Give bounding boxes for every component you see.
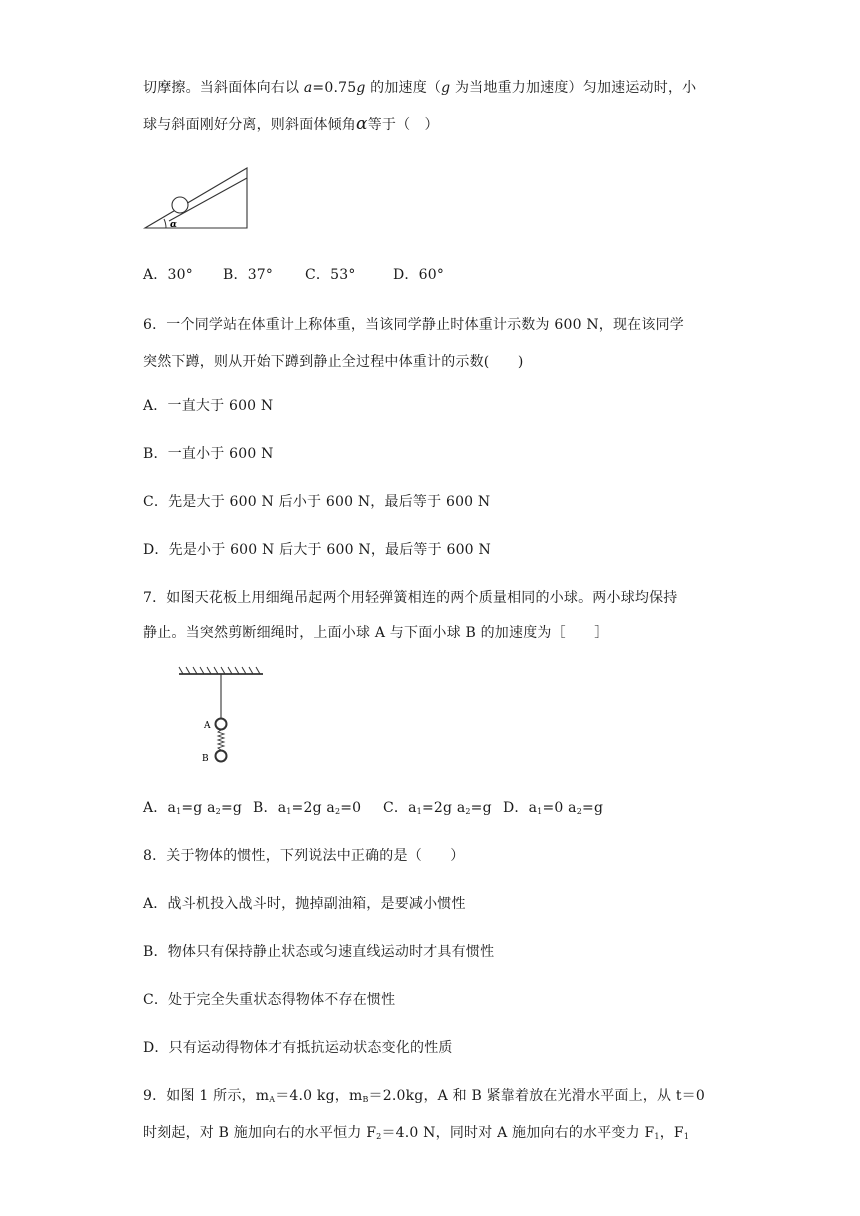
spring-figure [175,665,270,767]
q8-option-a: A．战斗机投入战斗时，抛掉副油箱，是要减小惯性 [143,896,466,912]
q8-stem: 8．关于物体的惯性，下列说法中正确的是（ ） [143,848,465,864]
ceiling-hatch [179,667,260,674]
q8-option-c: C．处于完全失重状态得物体不存在惯性 [143,992,396,1008]
q7-stem-line-1: 7．如图天花板上用细绳吊起两个用轻弹簧相连的两个质量相同的小球。两小球均保持 [143,590,678,606]
q7-stem-line-2: 静止。当突然剪断细绳时，上面小球 A 与下面小球 B 的加速度为［ ］ [143,625,609,641]
q7-option-a: A．$a_1=g$ $a_2=g$ [143,800,243,816]
label-a: A [204,721,211,731]
q6-option-a: A．一直大于 600 N [143,398,274,414]
q6-option-b: B．一直小于 600 N [143,446,274,462]
q6-stem-line-2: 突然下蹲，则从开始下蹲到静止全过程中体重计的示数( ) [143,354,524,370]
q5-options [143,264,444,284]
ball-b [216,751,227,762]
ball-a [216,719,227,730]
q9-stem-line-1: 9．如图 1 所示，$m_A=4.0$ kg，$m_B=2.0kg$，A 和 B 紧靠着放在光滑水平面上，从 t＝0 [143,1088,705,1104]
q7-option-d: D．$a_1=0$ $a_2=g$ [503,800,604,816]
q8-option-d: D．只有运动得物体才有抵抗运动状态变化的性质 [143,1040,453,1056]
spring [218,730,224,750]
ball-on-incline [172,197,188,213]
q5-option-a: A．30° [143,267,193,283]
q6-option-d: D．先是小于 600 N 后大于 600 N，最后等于 600 N [143,542,491,558]
q5-stem-line-1: 切摩擦。当斜面体向右以 a=0.75g 的加速度（g 为当地重力加速度）匀加速运动时，小 [143,80,697,96]
alpha-label: α [170,220,177,230]
angle-arc [164,219,166,228]
q5-option-c: C．53° [305,267,356,283]
incline-figure [140,160,255,232]
q5-stem-line-2: 球与斜面刚好分离，则斜面体倾角α等于（ ） [143,114,439,134]
q7-option-b: B．$a_1=2g$ $a_2=0$ [253,800,362,816]
q7-option-c: C．$a_1=2g$ $a_2=g$ [383,800,492,816]
q5-option-d: D．60° [393,267,445,283]
incline-triangle [145,168,247,228]
q8-option-b: B．物体只有保持静止状态或匀速直线运动时才具有惯性 [143,944,495,960]
label-b: B [202,754,209,764]
q5-option-b: B．37° [223,267,274,283]
q6-option-c: C．先是大于 600 N 后小于 600 N，最后等于 600 N [143,494,491,510]
q6-stem-line-1: 6．一个同学站在体重计上称体重，当该同学静止时体重计示数为 600 N，现在该同学 [143,317,684,333]
q9-stem-line-2: 时刻起，对 B 施加向右的水平恒力 $F_2=4.0$ N，同时对 A 施加向右的水平变力 $F_1$，$F_1$ [143,1125,690,1141]
q7-options [143,797,603,817]
